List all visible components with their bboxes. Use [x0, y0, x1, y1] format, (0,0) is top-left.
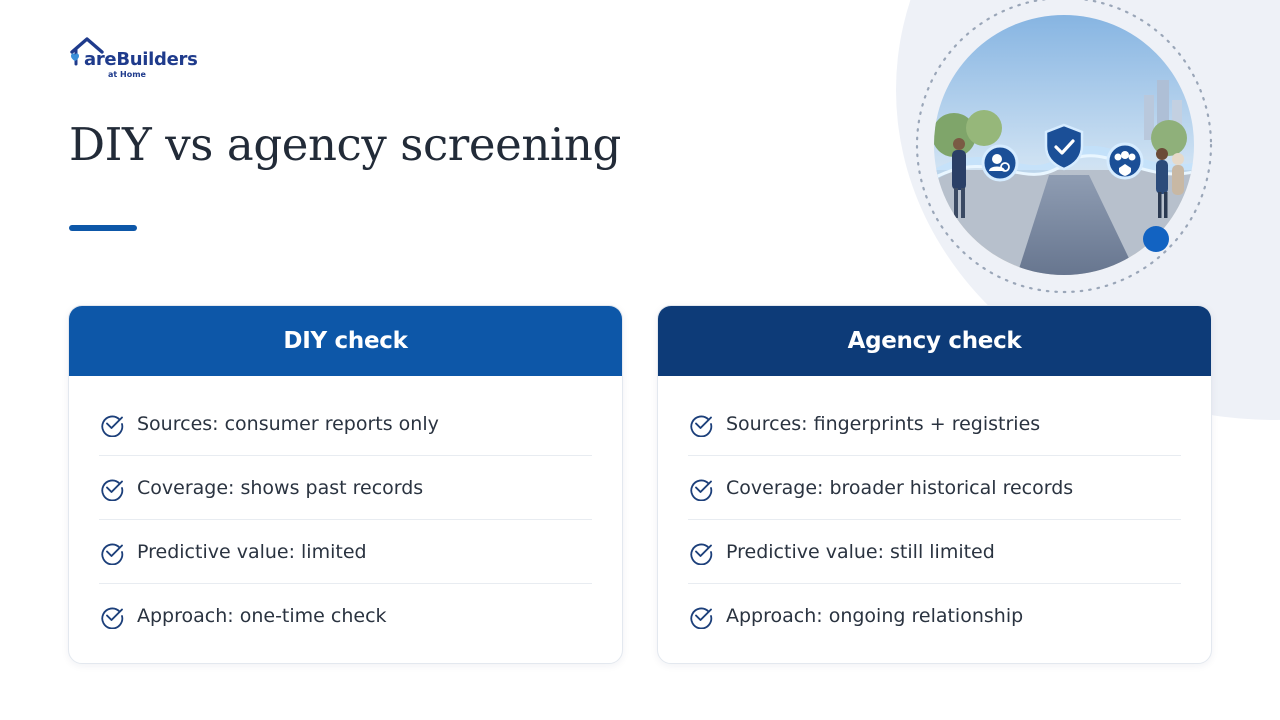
diy-check-card	[68, 305, 623, 664]
list-item	[99, 584, 592, 648]
list-item	[99, 376, 592, 456]
people-shield-icon	[1108, 144, 1142, 178]
criteria-text: Predictive value: still limited	[726, 540, 995, 563]
check-circle-icon	[688, 411, 714, 437]
criteria-text: Approach: one-time check	[137, 605, 387, 627]
list-item	[688, 376, 1181, 456]
search-person-icon	[983, 146, 1017, 180]
diy-criteria-list	[69, 376, 622, 648]
page-title: DIY vs agency screening	[69, 118, 621, 171]
logo-subtext: at Home	[108, 70, 146, 79]
check-circle-icon	[99, 539, 125, 565]
check-circle-icon	[688, 539, 714, 565]
list-item	[688, 520, 1181, 584]
list-item	[99, 456, 592, 520]
list-item	[99, 520, 592, 584]
agency-criteria-list	[658, 376, 1211, 648]
hero-illustration	[914, 0, 1214, 300]
carebuilders-logo[interactable]	[68, 36, 218, 84]
criteria-text: Sources: consumer reports only	[137, 412, 439, 435]
check-circle-icon	[99, 411, 125, 437]
logo-wordmark: areBuilders	[84, 49, 198, 70]
title-underline	[69, 225, 137, 231]
check-circle-icon	[99, 603, 125, 629]
agency-card-header: Agency check	[658, 306, 1211, 376]
accent-dot	[1143, 226, 1169, 252]
check-circle-icon	[688, 475, 714, 501]
criteria-text: Approach: ongoing relationship	[726, 605, 1024, 627]
criteria-text: Predictive value: limited	[137, 540, 367, 563]
criteria-text: Coverage: shows past records	[137, 476, 424, 499]
shield-check-icon	[1046, 125, 1082, 169]
criteria-text: Coverage: broader historical records	[726, 476, 1074, 499]
list-item	[688, 584, 1181, 648]
check-circle-icon	[688, 603, 714, 629]
list-item	[688, 456, 1181, 520]
criteria-text: Sources: fingerprints + registries	[726, 412, 1041, 435]
agency-check-card	[657, 305, 1212, 664]
diy-card-header: DIY check	[69, 306, 622, 376]
check-circle-icon	[99, 475, 125, 501]
